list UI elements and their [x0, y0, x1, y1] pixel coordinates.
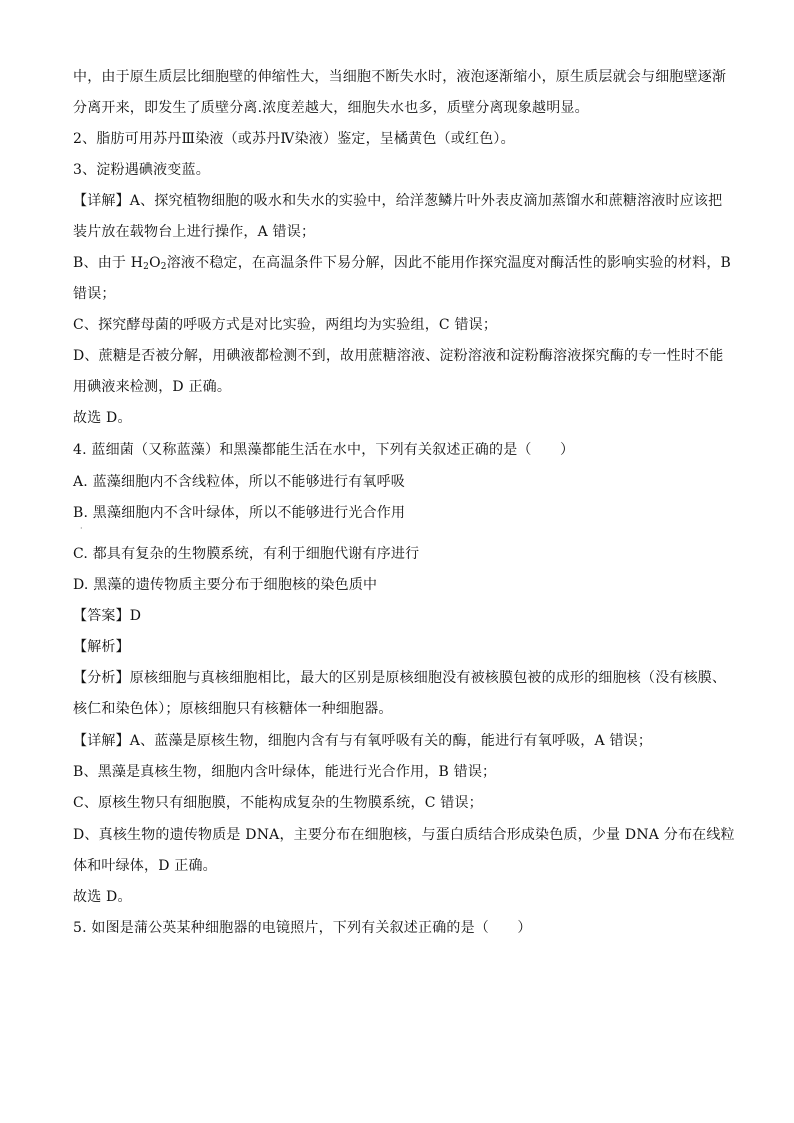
subscript: 2 [160, 262, 167, 272]
paragraph-line: 装片放在载物台上进行操作，A 错误； [73, 224, 316, 240]
text-segment: B、由于 H [73, 255, 144, 271]
paragraph-line: 故选 D。 [73, 410, 132, 426]
option-c: C. 都具有复杂的生物膜系统，有利于细胞代谢有序进行 [73, 546, 420, 562]
paragraph-line: 核仁和染色体）；原核细胞只有核糖体一种细胞器。 [73, 701, 393, 717]
option-d: D. 黑藻的遗传物质主要分布于细胞核的染色质中 [73, 577, 378, 593]
paragraph-line: B、黑藻是真核生物，细胞内含叶绿体，能进行光合作用，B 错误； [73, 764, 497, 780]
paragraph-line: 【详解】A、蓝藻是原核生物，细胞内含有与有氧呼吸有关的酶，能进行有氧呼吸，A 错误； [73, 733, 653, 749]
question-stem: 5. 如图是蒲公英某种细胞器的电镜照片，下列有关叙述正确的是（ ） [73, 920, 532, 936]
paragraph-line: 体和叶绿体，D 正确。 [73, 858, 217, 874]
paragraph-line: 【分析】原核细胞与真核细胞相比，最大的区别是原核细胞没有被核膜包被的成形的细胞核（没有核膜、 [73, 670, 727, 686]
paragraph-line: 2、脂肪可用苏丹Ⅲ染液（或苏丹Ⅳ染液）鉴定，呈橘黄色（或红色）。 [73, 131, 515, 147]
paragraph-line: 中，由于原生质层比细胞壁的伸缩性大，当细胞不断失水时，液泡逐渐缩小，原生质层就会与细胞壁逐渐 [73, 69, 727, 85]
subscript: 2 [143, 262, 150, 272]
paragraph-line: D、蔗糖是否被分解，用碘液都检测不到，故用蔗糖溶液、淀粉溶液和淀粉酶溶液探究酶的专一性时不能 [73, 348, 724, 364]
paragraph-line: 用碘液来检测，D 正确。 [73, 379, 232, 395]
text-segment: O [149, 255, 161, 271]
analysis-label: 【解析】 [73, 639, 130, 655]
paragraph-line: D、真核生物的遗传物质是 DNA，主要分布在细胞核，与蛋白质结合形成染色质，少量 DNA 分布在线粒 [73, 827, 735, 843]
paragraph-line: C、探究酵母菌的呼吸方式是对比实验，两组均为实验组，C 错误； [73, 317, 498, 333]
paragraph-line: 分离开来，即发生了质壁分离.浓度差越大，细胞失水也多，质壁分离现象越明显。 [73, 100, 589, 116]
paragraph-line: 故选 D。 [73, 889, 132, 905]
stray-mark: · [80, 524, 83, 533]
paragraph-line: 【详解】A、探究植物细胞的吸水和失水的实验中，给洋葱鳞片叶外表皮滴加蒸馏水和蔗糖溶液时应该把 [73, 193, 723, 209]
question-stem: 4. 蓝细菌（又称蓝藻）和黑藻都能生活在水中，下列有关叙述正确的是（ ） [73, 442, 575, 458]
text-segment: 溶液不稳定，在高温条件下易分解，因此不能用作探究温度对酶活性的影响实验的材料，B [166, 255, 732, 271]
answer-label: 【答案】D [73, 608, 142, 624]
option-b: B. 黑藻细胞内不含叶绿体，所以不能够进行光合作用 [73, 505, 406, 521]
paragraph-line: 错误； [73, 286, 116, 302]
paragraph-line-with-formula [73, 253, 732, 273]
paragraph-line: 3、淀粉遇碘液变蓝。 [73, 162, 210, 178]
option-a: A. 蓝藻细胞内不含线粒体，所以不能够进行有氧呼吸 [73, 474, 406, 490]
paragraph-line: C、原核生物只有细胞膜，不能构成复杂的生物膜系统，C 错误； [73, 795, 483, 811]
